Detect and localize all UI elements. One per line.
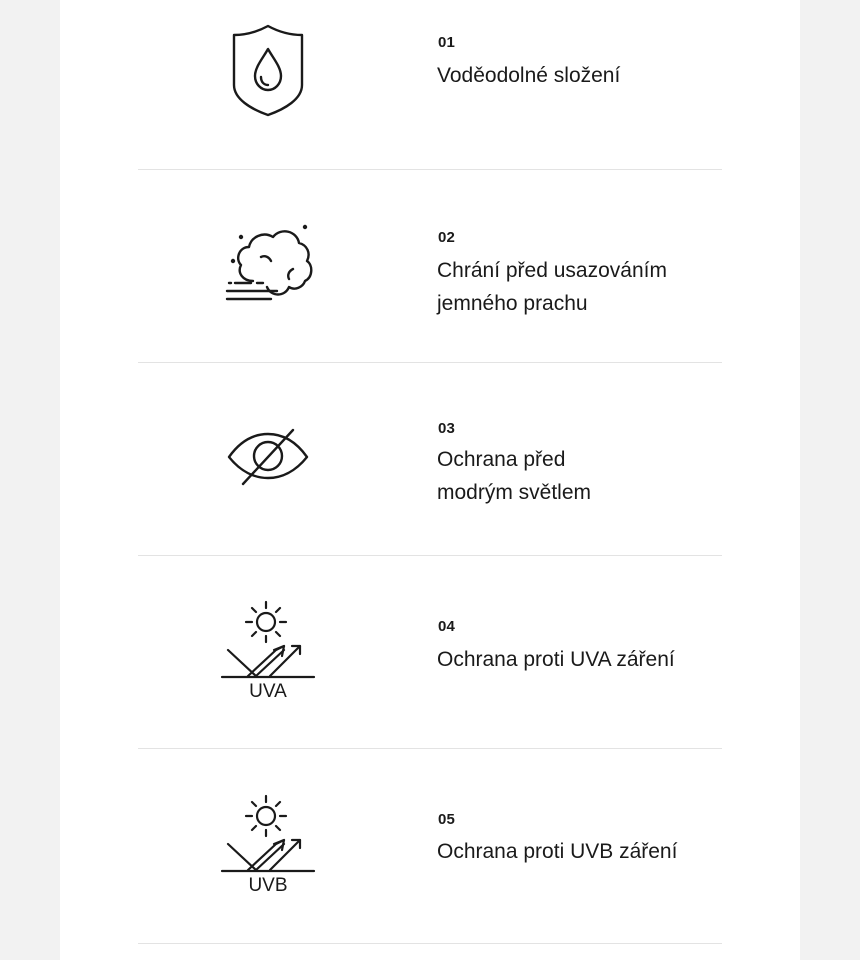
uvb-icon-text: UVB bbox=[248, 875, 288, 896]
feature-label: Chrání před usazováním jemného prachu bbox=[437, 259, 667, 315]
feature-label: Ochrana před modrým světlem bbox=[437, 448, 592, 504]
feature-label: Voděodolné složení bbox=[437, 64, 621, 87]
uvb-sun-icon bbox=[210, 792, 326, 896]
eye-crossed-icon bbox=[210, 416, 326, 496]
feature-number: 05 bbox=[438, 811, 456, 828]
feature-number: 02 bbox=[438, 229, 456, 246]
uva-sun-icon bbox=[210, 598, 326, 702]
feature-number: 01 bbox=[438, 34, 456, 51]
uva-icon-text: UVA bbox=[249, 681, 287, 702]
feature-number: 03 bbox=[438, 420, 456, 437]
feature-label: Ochrana proti UVB záření bbox=[437, 840, 678, 863]
feature-number: 04 bbox=[438, 618, 456, 635]
water-shield-icon bbox=[210, 22, 326, 118]
dust-cloud-icon bbox=[210, 218, 326, 308]
feature-label: Ochrana proti UVA záření bbox=[437, 648, 675, 671]
